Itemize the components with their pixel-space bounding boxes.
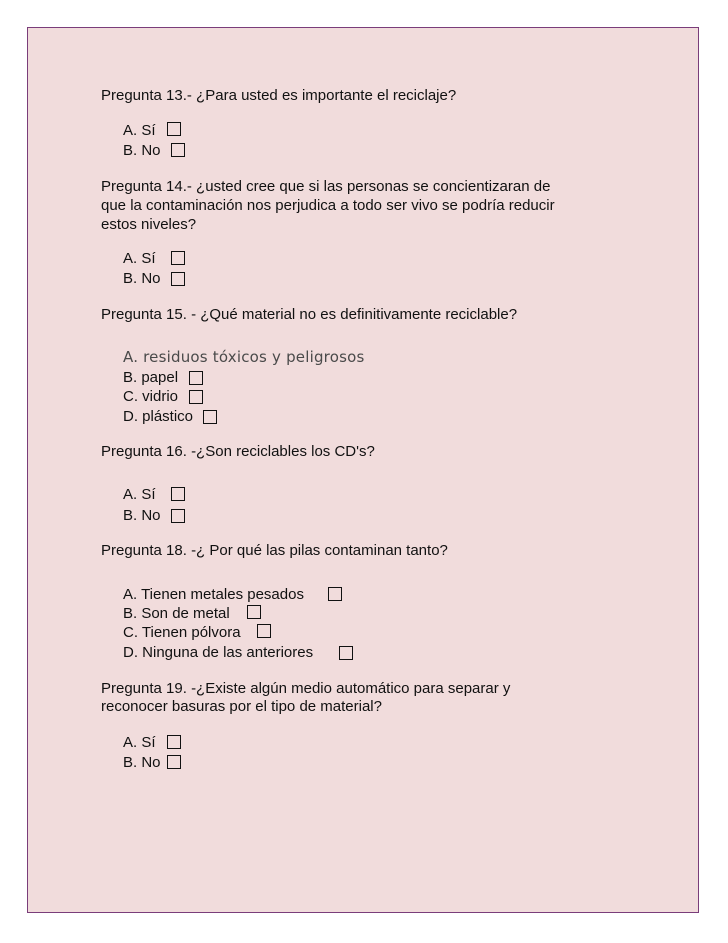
question-18-option-b: B. Son de metal bbox=[123, 605, 230, 622]
question-16: Pregunta 16. -¿Son reciclables los CD's? bbox=[101, 443, 375, 460]
question-14-line-1: Pregunta 14.- ¿usted cree que si las personas se concientizaran de bbox=[101, 178, 551, 195]
question-19-option-b: B. No bbox=[123, 754, 161, 771]
question-16-option-b: B. No bbox=[123, 507, 161, 524]
question-14-line-2: que la contaminación nos perjudica a todo ser vivo se podría reducir bbox=[101, 197, 555, 214]
question-18: Pregunta 18. -¿ Por qué las pilas contaminan tanto? bbox=[101, 542, 448, 559]
question-13-option-a: A. Sí bbox=[123, 122, 156, 139]
checkbox-19-b[interactable] bbox=[167, 755, 181, 769]
question-13: Pregunta 13.- ¿Para usted es importante el reciclaje? bbox=[101, 87, 457, 104]
question-19-line-1: Pregunta 19. -¿Existe algún medio automático para separar y bbox=[101, 680, 511, 697]
checkbox-18-b[interactable] bbox=[247, 605, 261, 619]
checkbox-13-a[interactable] bbox=[167, 122, 181, 136]
checkbox-16-b[interactable] bbox=[171, 509, 185, 523]
checkbox-18-d[interactable] bbox=[339, 646, 353, 660]
question-18-option-c: C. Tienen pólvora bbox=[123, 624, 241, 641]
question-18-option-a: A. Tienen metales pesados bbox=[123, 586, 304, 603]
checkbox-19-a[interactable] bbox=[167, 735, 181, 749]
question-14-option-a: A. Sí bbox=[123, 250, 156, 267]
question-16-option-a: A. Sí bbox=[123, 486, 156, 503]
checkbox-18-a[interactable] bbox=[328, 587, 342, 601]
question-15-option-b: B. papel bbox=[123, 369, 179, 386]
checkbox-15-b[interactable] bbox=[189, 371, 203, 385]
question-14-option-b: B. No bbox=[123, 270, 161, 287]
checkbox-14-a[interactable] bbox=[171, 251, 185, 265]
question-13-option-b: B. No bbox=[123, 142, 161, 159]
question-15-option-d: D. plástico bbox=[123, 408, 194, 425]
question-15-option-a: A. residuos tóxicos y peligrosos bbox=[123, 348, 365, 366]
question-18-option-d: D. Ninguna de las anteriores bbox=[123, 644, 314, 661]
checkbox-15-c[interactable] bbox=[189, 390, 203, 404]
question-19-line-2: reconocer basuras por el tipo de material? bbox=[101, 698, 382, 715]
question-15-option-c: C. vidrio bbox=[123, 388, 179, 405]
checkbox-16-a[interactable] bbox=[171, 487, 185, 501]
checkbox-14-b[interactable] bbox=[171, 272, 185, 286]
question-14-line-3: estos niveles? bbox=[101, 216, 197, 233]
checkbox-13-b[interactable] bbox=[171, 143, 185, 157]
question-19-option-a: A. Sí bbox=[123, 734, 156, 751]
checkbox-15-d[interactable] bbox=[203, 410, 217, 424]
checkbox-18-c[interactable] bbox=[257, 624, 271, 638]
question-15: Pregunta 15. - ¿Qué material no es definitivamente reciclable? bbox=[101, 306, 518, 323]
